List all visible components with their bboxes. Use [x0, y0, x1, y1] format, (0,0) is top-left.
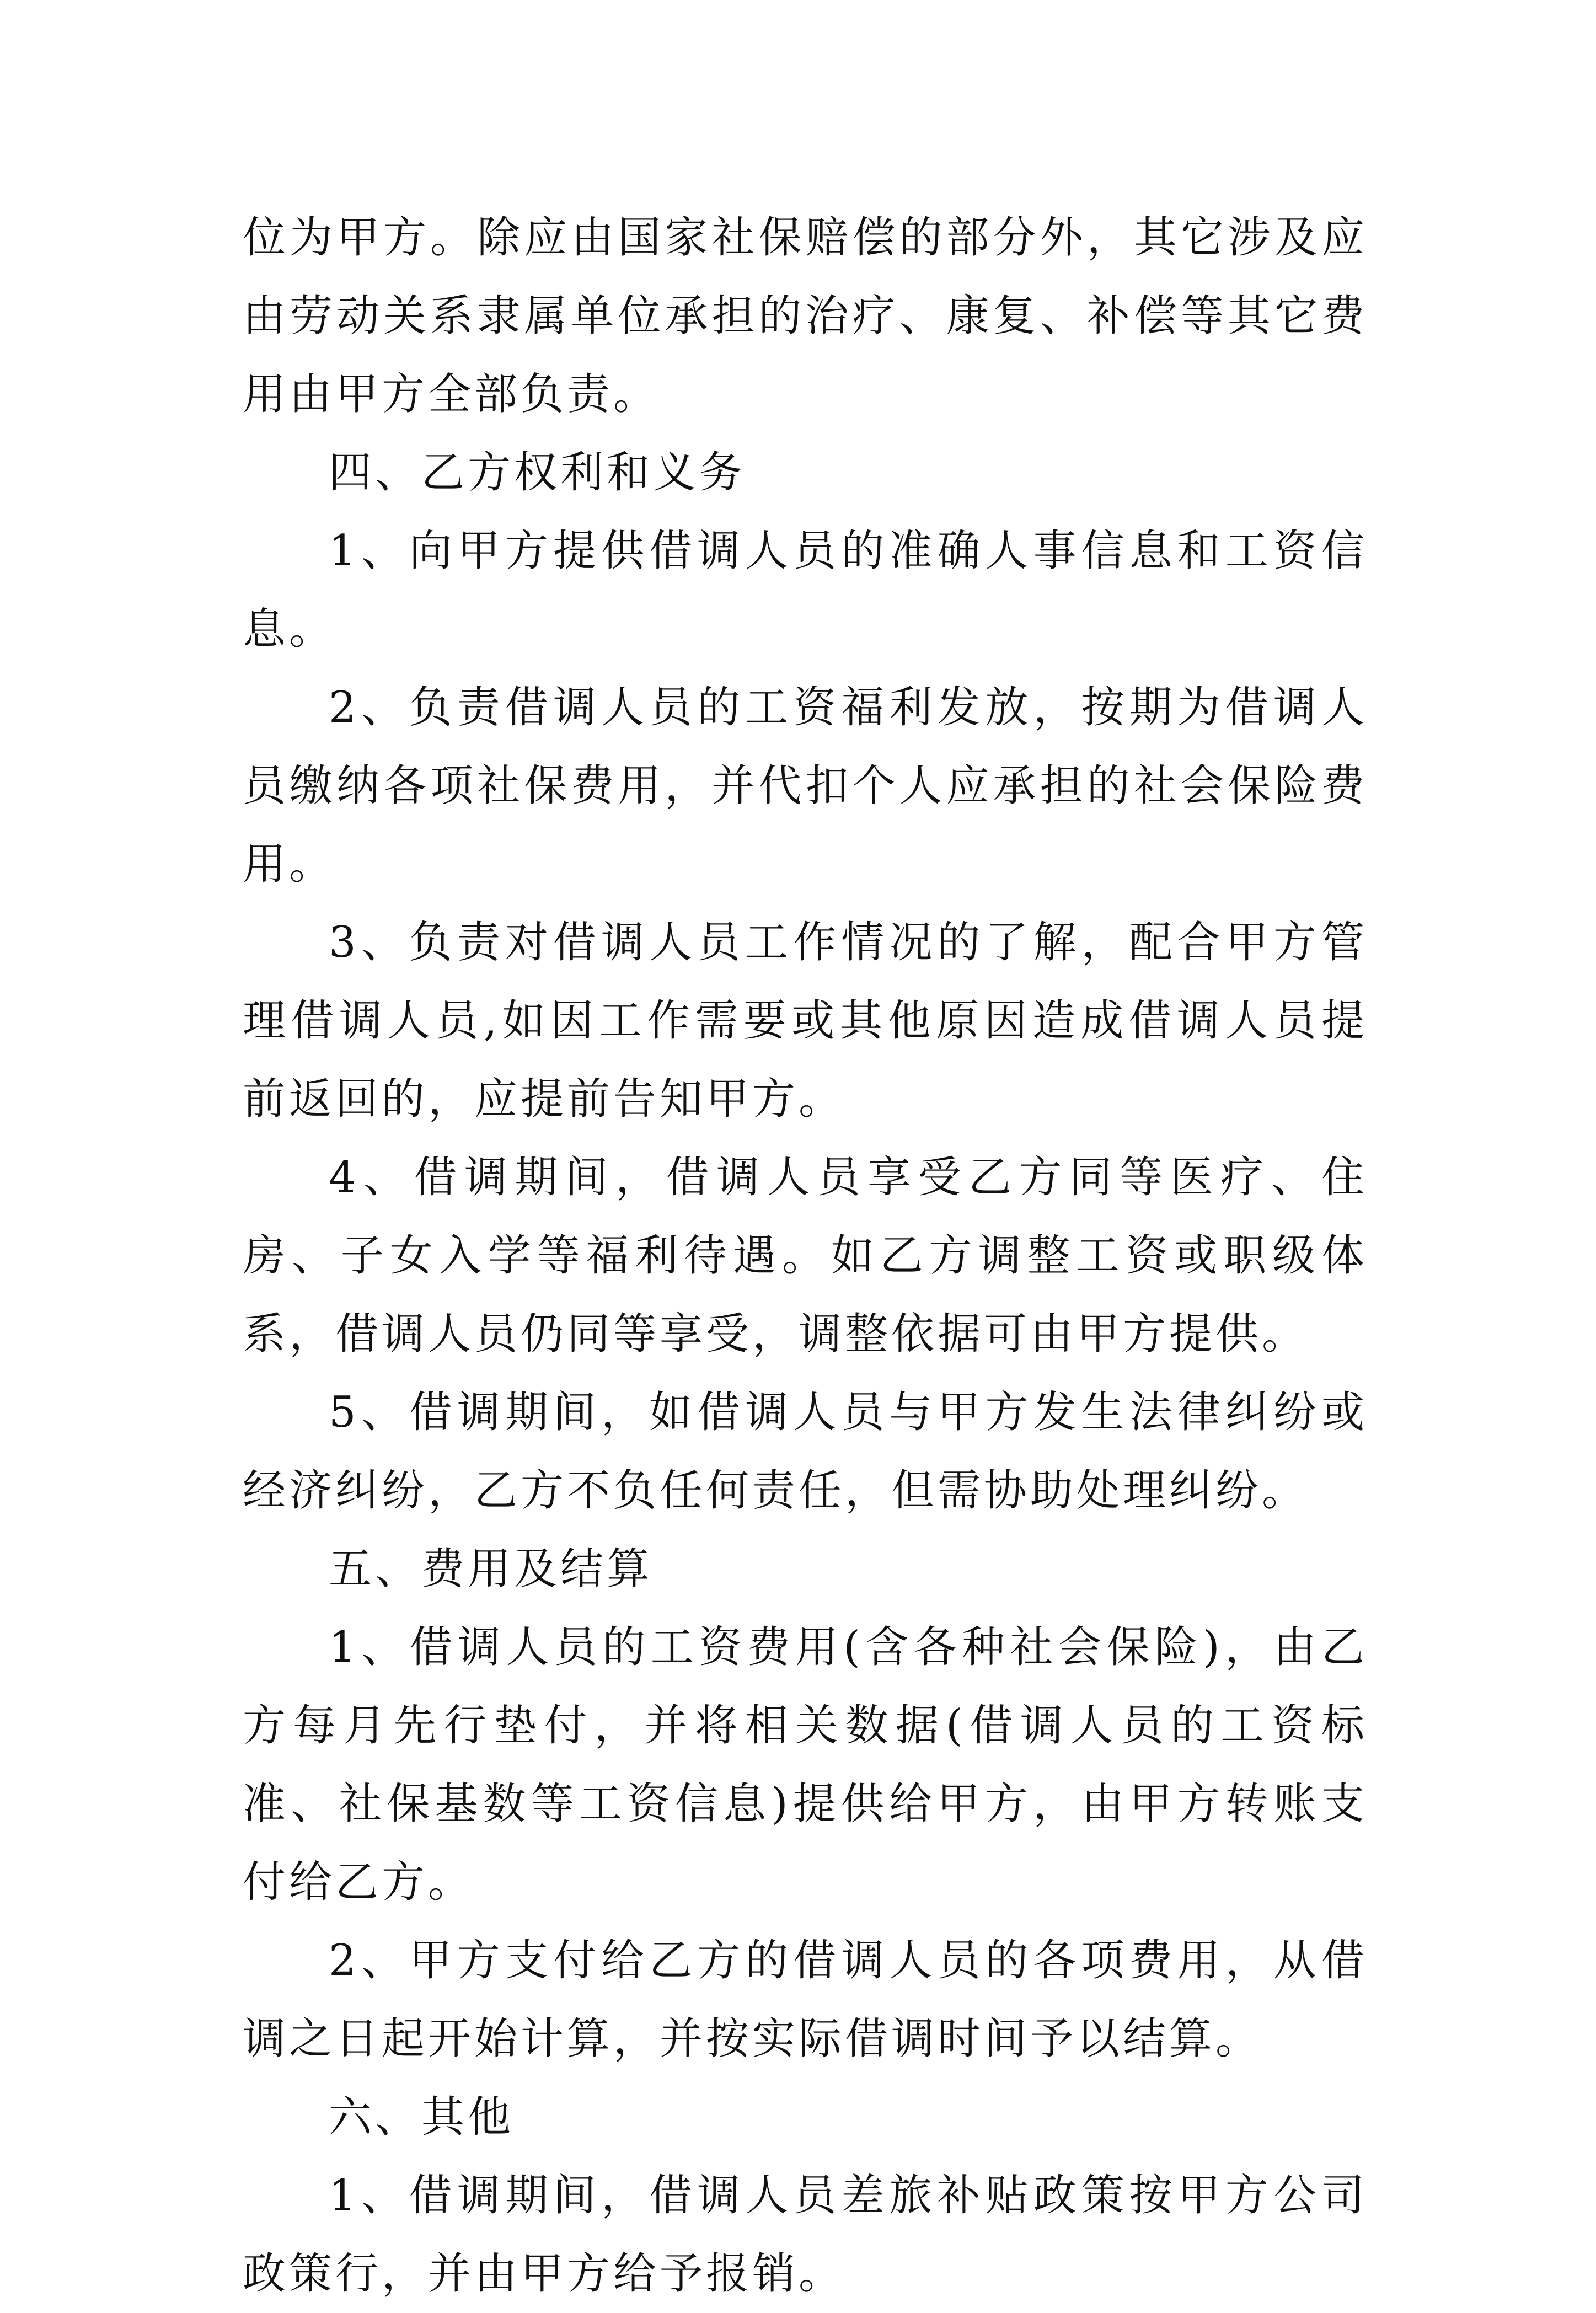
paragraph-4-2: 2、负责借调人员的工资福利发放，按期为借调人员缴纳各项社保费用，并代扣个人应承担的社会保险费用。	[243, 683, 1368, 889]
section-heading-6: 六、其他	[329, 2092, 515, 2142]
paragraph-5-1: 1、借调人员的工资费用(含各种社会保险)，由乙方每月先行垫付，并将相关数据(借调人员的工资标准、社保基数等工资信息)提供给甲方，由甲方转账支付给乙方。	[243, 1623, 1368, 1907]
paragraph-4-1: 1、向甲方提供借调人员的准确人事信息和工资信息。	[243, 526, 1368, 654]
paragraph-5-2: 2、甲方支付给乙方的借调人员的各项费用，从借调之日起开始计算，并按实际借调时间予以结算。	[243, 1936, 1368, 2064]
section-heading-4: 四、乙方权利和义务	[329, 448, 746, 497]
document-body	[243, 199, 1368, 2313]
paragraph-4-5: 5、借调期间，如借调人员与甲方发生法律纠纷或经济纠纷，乙方不负任何责任，但需协助处理纠纷。	[243, 1388, 1368, 1516]
paragraph-4-3: 3、负责对借调人员工作情况的了解，配合甲方管理借调人员,如因工作需要或其他原因造成借调人员提前返回的，应提前告知甲方。	[243, 918, 1368, 1124]
paragraph-4-4: 4、借调期间，借调人员享受乙方同等医疗、住房、子女入学等福利待遇。如乙方调整工资或职级体系，借调人员仍同等享受，调整依据可由甲方提供。	[243, 1153, 1368, 1359]
paragraph-6-1: 1、借调期间，借调人员差旅补贴政策按甲方公司政策行，并由甲方给予报销。	[243, 2171, 1368, 2299]
section-heading-5: 五、费用及结算	[329, 1544, 654, 1594]
paragraph-continuation: 位为甲方。除应由国家社保赔偿的部分外，其它涉及应由劳动关系隶属单位承担的治疗、康复、补偿等其它费用由甲方全部负责。	[243, 213, 1368, 419]
